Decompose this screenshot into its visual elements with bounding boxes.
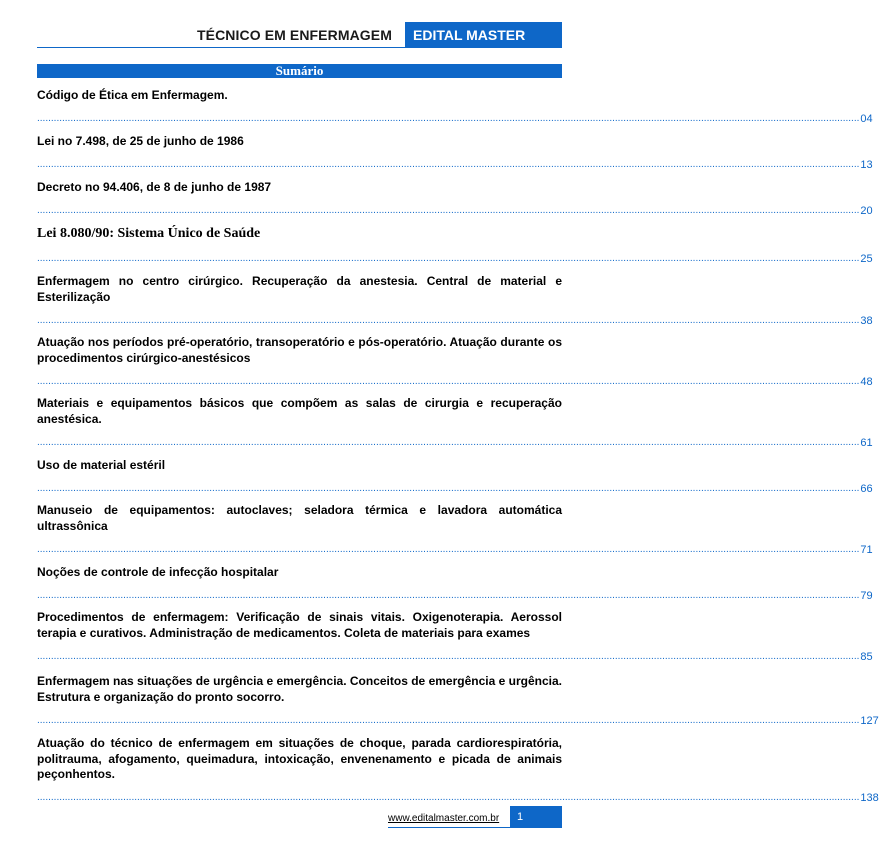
leader-dots: ........................................................................................................................................................................................................................................................................................................ (37, 483, 860, 494)
leader-dots: ........................................................................................................................................................................................................................................................................................................ (37, 113, 860, 124)
toc-page-number[interactable]: 48 (860, 376, 873, 388)
toc-entry-title[interactable]: Lei 8.080/90: Sistema Único de Saúde (37, 226, 261, 241)
summary-heading: Sumário (37, 64, 562, 78)
header-title: TÉCNICO EM ENFERMAGEM (197, 27, 392, 43)
leader-dots: ........................................................................................................................................................................................................................................................................................................ (37, 253, 860, 264)
toc-entry-title[interactable]: Noções de controle de infecção hospitalar (37, 565, 279, 579)
toc-page-number[interactable]: 85 (860, 651, 873, 663)
toc-leader (37, 649, 873, 663)
toc-page-number[interactable]: 25 (860, 253, 873, 265)
toc-leader (37, 374, 873, 388)
toc-entry-title[interactable]: Código de Ética em Enfermagem. (37, 88, 228, 102)
leader-dots: ........................................................................................................................................................................................................................................................................................................ (37, 315, 860, 326)
page-header (0, 22, 600, 48)
toc-entry-title[interactable]: Atuação do técnico de enfermagem em situações de choque, parada cardiorespiratória, politrauma, afogamento, queimadura, intoxicação, envenenamento e picada de animais peçonhentos. (37, 736, 562, 781)
leader-dots: ........................................................................................................................................................................................................................................................................................................ (37, 590, 860, 601)
toc-page-number[interactable]: 38 (860, 315, 873, 327)
toc-entry-title[interactable]: Decreto no 94.406, de 8 de junho de 1987 (37, 180, 272, 194)
toc-page-number[interactable]: 66 (860, 483, 873, 495)
toc-page-number[interactable]: 04 (860, 113, 873, 125)
leader-dots: ........................................................................................................................................................................................................................................................................................................ (37, 715, 860, 726)
toc-entry-title[interactable]: Uso de material estéril (37, 458, 166, 472)
toc-leader (37, 203, 873, 217)
toc-leader (37, 713, 879, 727)
toc-page-number[interactable]: 20 (860, 205, 873, 217)
toc-page-number[interactable]: 61 (860, 437, 873, 449)
leader-dots: ........................................................................................................................................................................................................................................................................................................ (37, 544, 860, 555)
toc-leader (37, 542, 873, 556)
toc-leader (37, 435, 873, 449)
brand-banner: EDITAL MASTER (405, 22, 562, 48)
footer-website-link[interactable]: www.editalmaster.com.br (388, 813, 500, 824)
leader-dots: ........................................................................................................................................................................................................................................................................................................ (37, 792, 860, 803)
toc-page-number[interactable]: 79 (860, 590, 873, 602)
toc-page-number[interactable]: 138 (860, 792, 879, 804)
toc-page-number[interactable]: 71 (860, 544, 873, 556)
toc-entry-title[interactable]: Enfermagem nas situações de urgência e emergência. Conceitos de emergência e urgência. Estrutura e organização do pronto socorro. (37, 674, 562, 704)
toc-leader (37, 481, 873, 495)
toc-entry-title[interactable]: Enfermagem no centro cirúrgico. Recuperação da anestesia. Central de material e Esterilização (37, 274, 562, 304)
toc-leader (37, 111, 873, 125)
toc-leader (37, 790, 879, 804)
leader-dots: ........................................................................................................................................................................................................................................................................................................ (37, 437, 860, 448)
leader-dots: ........................................................................................................................................................................................................................................................................................................ (37, 159, 860, 170)
toc-leader (37, 313, 873, 327)
header-divider (37, 47, 405, 48)
toc-page-number[interactable]: 127 (860, 715, 879, 727)
footer-divider (388, 827, 510, 828)
toc-entry-title[interactable]: Lei no 7.498, de 25 de junho de 1986 (37, 134, 244, 148)
toc-entry-title[interactable]: Atuação nos períodos pré-operatório, transoperatório e pós-operatório. Atuação durante os procedimentos cirúrgico-anestésicos (37, 335, 562, 365)
toc-leader (37, 588, 873, 602)
leader-dots: ........................................................................................................................................................................................................................................................................................................ (37, 205, 860, 216)
footer-page-number: 1 (510, 806, 562, 828)
toc-page-number[interactable]: 13 (860, 159, 873, 171)
toc-leader (37, 157, 873, 171)
leader-dots: ........................................................................................................................................................................................................................................................................................................ (37, 651, 860, 662)
toc-entry-title[interactable]: Manuseio de equipamentos: autoclaves; seladora térmica e lavadora automática ultrassônica (37, 503, 562, 533)
toc-leader (37, 251, 873, 265)
toc-entry-title[interactable]: Procedimentos de enfermagem: Verificação de sinais vitais. Oxigenoterapia. Aerossol terapia e curativos. Administração de medicamentos. Coleta de materiais para exames (37, 610, 562, 640)
toc-entry-title[interactable]: Materiais e equipamentos básicos que compõem as salas de cirurgia e recuperação anestésica. (37, 396, 562, 426)
leader-dots: ........................................................................................................................................................................................................................................................................................................ (37, 376, 860, 387)
